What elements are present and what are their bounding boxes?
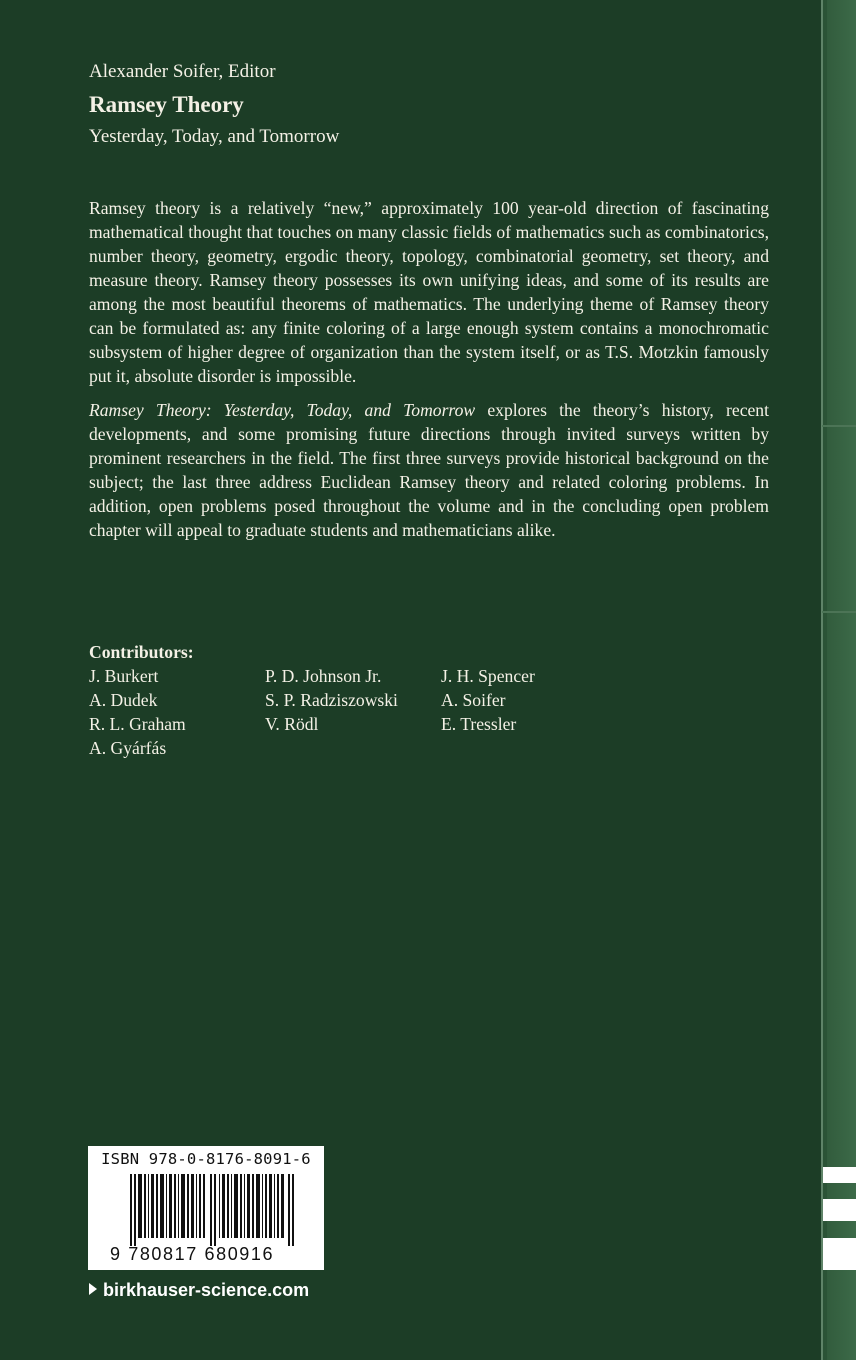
contributor-name: E. Tressler bbox=[441, 714, 517, 734]
contributor-name: A. Soifer bbox=[441, 690, 506, 710]
book-title-italic: Ramsey Theory: Yesterday, Today, and Tomorrow bbox=[89, 400, 476, 420]
contributors-section bbox=[89, 640, 589, 760]
book-description bbox=[89, 196, 769, 552]
contributor-name: R. L. Graham bbox=[89, 714, 186, 734]
contributor-name: V. Rödl bbox=[265, 714, 319, 734]
contributors-column-1 bbox=[89, 664, 265, 760]
book-header bbox=[89, 59, 779, 150]
website-link-text[interactable]: birkhauser-science.com bbox=[103, 1280, 310, 1300]
barcode-bars bbox=[130, 1174, 296, 1246]
contributors-column-3 bbox=[441, 664, 617, 760]
spine-divider bbox=[822, 425, 856, 427]
contributor-name: S. P. Radziszowski bbox=[265, 690, 398, 710]
book-subtitle: Yesterday, Today, and Tomorrow bbox=[89, 126, 340, 147]
description-paragraph-1: Ramsey theory is a relatively “new,” approximately 100 year-old direction of fascinating mathematical thought that touches on many classic fields of mathematics such as combinatorics, number theory, geometry, ergodic theory, topology, combinatorial geometry, set theory, and measure theory. Ramsey theory possesses its own unifying ideas, and some of its results are among the most beautiful theorems of mathematics. The underlying theme of Ramsey theory can be formulated as: any finite coloring of a large enough system contains a monochromatic subsystem of higher degree of organization than the system itself, or as T.S. Motzkin famously put it, absolute disorder is impossible. bbox=[89, 198, 769, 386]
contributor-name: J. Burkert bbox=[89, 666, 159, 686]
spine-white-bar bbox=[823, 1238, 856, 1270]
contributors-heading: Contributors: bbox=[89, 642, 194, 662]
contributor-name: A. Gyárfás bbox=[89, 738, 167, 758]
spine-white-bar bbox=[823, 1199, 856, 1221]
description-paragraph-2-text: explores the theory’s history, recent developments, and some promising future directions through invited surveys written by prominent researchers in the field. The first three surveys provide historical background on the subject; the last three address Euclidean Ramsey theory and related coloring problems. In addition, open problems posed throughout the volume and in the concluding open problem chapter will appeal to graduate students and mathematicians alike. bbox=[89, 400, 769, 540]
publisher-website[interactable] bbox=[89, 1278, 309, 1302]
isbn-label: ISBN 978-0-8176-8091-6 bbox=[101, 1150, 311, 1168]
spine-edge-inner bbox=[827, 0, 856, 1360]
book-title: Ramsey Theory bbox=[89, 92, 244, 117]
contributor-name: P. D. Johnson Jr. bbox=[265, 666, 382, 686]
spine-edge-line bbox=[821, 0, 823, 1360]
isbn-barcode bbox=[88, 1146, 324, 1270]
spine-white-bar bbox=[823, 1167, 856, 1183]
contributors-column-2 bbox=[265, 664, 441, 760]
contributors-list bbox=[89, 664, 589, 760]
spine-divider bbox=[822, 611, 856, 613]
isbn-digits: 9 780817 680916 bbox=[110, 1244, 275, 1264]
contributor-name: J. H. Spencer bbox=[441, 666, 535, 686]
description-paragraph-2 bbox=[89, 398, 769, 542]
editor-credit: Alexander Soifer, Editor bbox=[89, 61, 276, 82]
contributor-name: A. Dudek bbox=[89, 690, 158, 710]
arrow-right-icon bbox=[89, 1283, 97, 1295]
